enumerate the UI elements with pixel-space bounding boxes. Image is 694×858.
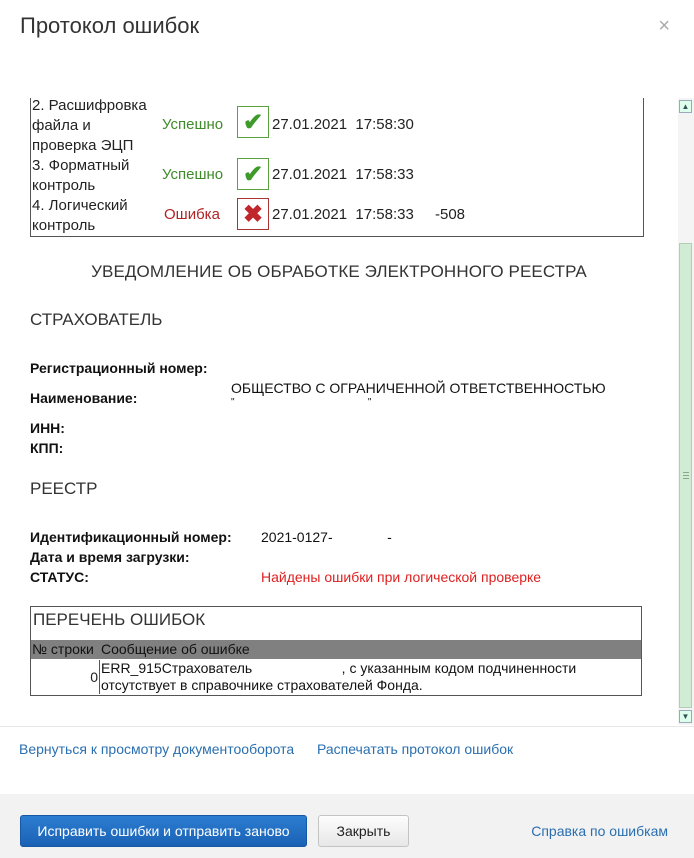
- inn-label: ИНН:: [30, 420, 65, 436]
- id-number-label: Идентификационный номер:: [30, 529, 232, 545]
- status-label: СТАТУС:: [30, 569, 89, 585]
- step-datetime: 27.01.2021 17:58:33: [272, 206, 414, 223]
- id-number-value: 2021-0127- -: [261, 529, 392, 545]
- name-value-quotes: " ": [231, 397, 372, 408]
- registry-heading: РЕЕСТР: [30, 479, 98, 498]
- dialog-title: Протокол ошибок: [20, 13, 200, 38]
- col-row-number: № строки: [32, 641, 94, 657]
- kpp-label: КПП:: [30, 440, 64, 456]
- error-row-message: ERR_915Страхователь , с указанным кодом подчиненности отсутствует в справочнике страхователей Фонда.: [101, 660, 643, 693]
- step-name: 3. Форматный контроль: [32, 157, 130, 194]
- scroll-down-icon[interactable]: ▼: [679, 710, 692, 723]
- cross-icon: ✖: [237, 198, 269, 230]
- name-label: Наименование:: [30, 390, 138, 406]
- notice-title: УВЕДОМЛЕНИЕ ОБ ОБРАБОТКЕ ЭЛЕКТРОННОГО РЕЕСТРА: [91, 262, 587, 281]
- step-name: 4. Логический контроль: [32, 197, 128, 234]
- reg-number-label: Регистрационный номер:: [30, 360, 208, 376]
- close-button[interactable]: Закрыть: [318, 815, 409, 847]
- vertical-scrollbar[interactable]: [678, 98, 694, 725]
- name-value: ОБЩЕСТВО С ОГРАНИЧЕННОЙ ОТВЕТСТВЕННОСТЬЮ: [231, 380, 606, 396]
- steps-table: [30, 98, 644, 237]
- divider: [0, 726, 694, 727]
- step-error-code: -508: [435, 206, 466, 223]
- step-datetime: 27.01.2021 17:58:30: [272, 116, 414, 133]
- errors-table: [30, 606, 642, 696]
- error-row-number-text: 0: [90, 669, 98, 685]
- check-icon: ✔: [237, 158, 269, 190]
- fix-and-resend-button[interactable]: Исправить ошибки и отправить заново: [20, 815, 307, 847]
- insurer-heading: СТРАХОВАТЕЛЬ: [30, 310, 163, 329]
- col-message: Сообщение об ошибке: [101, 641, 250, 657]
- step-status: Ошибка: [164, 206, 220, 223]
- errors-header: [31, 640, 641, 659]
- scroll-up-icon[interactable]: ▲: [679, 100, 692, 113]
- step-datetime: 27.01.2021 17:58:33: [272, 166, 414, 183]
- step-status: Успешно: [162, 116, 224, 133]
- upload-date-label: Дата и время загрузки:: [30, 549, 190, 565]
- status-value: Найдены ошибки при логической проверке: [261, 569, 542, 585]
- grip-icon: [683, 472, 689, 479]
- scroll-thumb[interactable]: [679, 243, 692, 708]
- errors-help-link[interactable]: Справка по ошибкам: [531, 823, 668, 839]
- check-icon: ✔: [237, 106, 269, 138]
- step-name: 2. Расшифровка файла и проверка ЭЦП: [32, 98, 147, 154]
- content-area[interactable]: [0, 98, 678, 725]
- error-row-number: [31, 660, 100, 694]
- dialog-footer: [0, 794, 694, 858]
- close-icon[interactable]: ×: [658, 15, 670, 37]
- step-status: Успешно: [162, 166, 224, 183]
- errors-title: ПЕРЕЧЕНЬ ОШИБОК: [33, 610, 206, 629]
- back-to-docflow-link[interactable]: Вернуться к просмотру документооборота: [19, 741, 295, 757]
- print-protocol-link[interactable]: Распечатать протокол ошибок: [317, 741, 514, 757]
